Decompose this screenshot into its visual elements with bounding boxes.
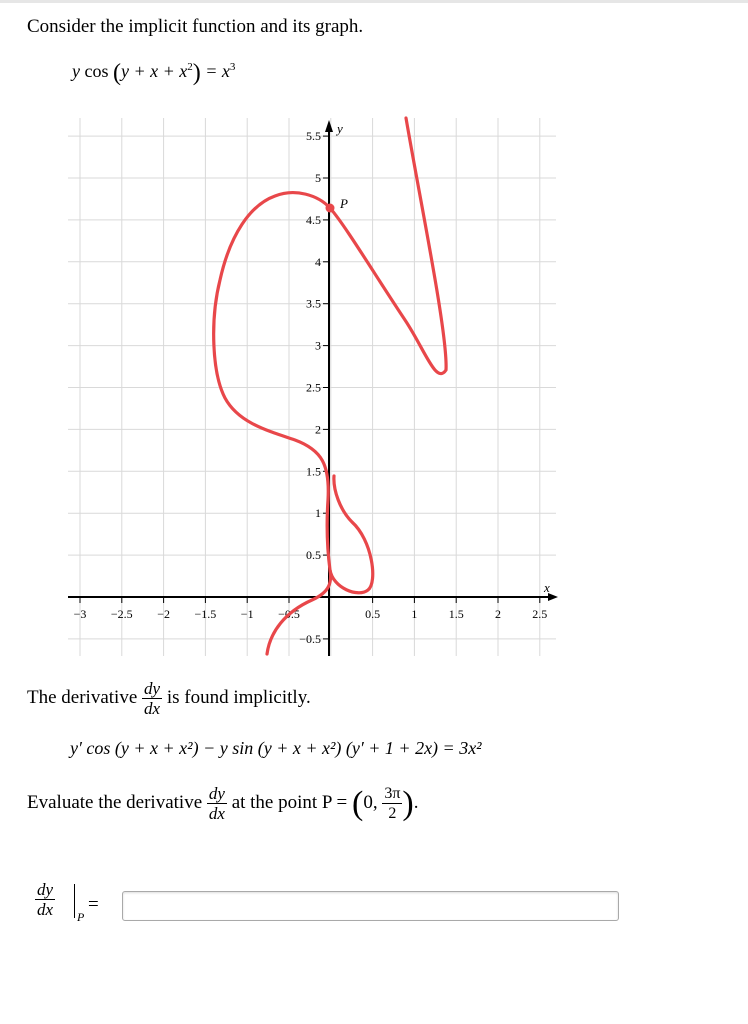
implicit-derivative-equation: y′ cos (y + x + x²) − y sin (y + x + x²) (y′ + 1 + 2x) = 3x² [70, 738, 482, 758]
eq-arg: y + x + x [121, 61, 188, 81]
y-tick-label: 5.5 [306, 129, 321, 144]
y-axis-arrow [325, 120, 333, 132]
y-tick-label: 1 [315, 506, 321, 521]
y-tick-label: 4.5 [306, 212, 321, 227]
evaluation-subscript: P [77, 910, 85, 924]
answer-frac [35, 880, 55, 919]
point-rparen: ) [402, 784, 414, 822]
eq-lparen: ( [113, 60, 121, 86]
answer-frac-den: dx [37, 900, 54, 919]
x-tick-label: 2.5 [532, 607, 548, 621]
x-tick-label: −1 [240, 607, 254, 621]
point-lparen: ( [352, 784, 364, 822]
evaluate-statement [27, 784, 418, 823]
y-tick-label: 4 [315, 254, 321, 269]
eval-frac-den: dx [208, 804, 225, 823]
answer-input[interactable] [122, 891, 619, 921]
y-axis-label: y [337, 121, 343, 136]
x-tick-label: −3 [73, 607, 87, 621]
evaluation-bar [74, 884, 75, 918]
answer-frac-num: dy [37, 880, 54, 899]
x-tick-label: −1.5 [194, 607, 217, 621]
x-tick-label: 1 [411, 607, 418, 621]
y-tick-label: 1.5 [306, 464, 321, 479]
eq-y: y [72, 61, 80, 81]
derivative-before: The derivative [27, 686, 138, 708]
eval-frac-num: dy [208, 784, 225, 803]
y-tick-label: 3.5 [306, 296, 321, 311]
y-tick-label: 3 [315, 338, 321, 353]
x-tick-label: −0.5 [278, 607, 300, 621]
x-axis-label: x [544, 580, 550, 595]
y-tick-label: 5 [315, 171, 321, 185]
evaluate-fraction [207, 784, 227, 823]
x-tick-label: −2 [157, 607, 170, 621]
y-tick-label: 0.5 [306, 548, 321, 563]
curve-lower-lobe [330, 476, 373, 593]
answer-fraction [35, 880, 55, 919]
y-tick-label: −0.5 [299, 631, 321, 646]
point-y-fraction [382, 784, 402, 823]
derivative-after: is found implicitly. [166, 686, 311, 708]
eq-square: 2 [187, 61, 193, 73]
derivative-statement [27, 679, 311, 718]
point-zero: 0, [363, 791, 378, 813]
x-tick-label: 1.5 [448, 607, 464, 621]
eq-cos: cos [84, 61, 109, 81]
frac-num: dy [144, 679, 161, 698]
point-p-label: P [340, 196, 348, 211]
evaluate-before: Evaluate the derivative [27, 791, 203, 813]
x-tick-label: 0.5 [365, 607, 381, 621]
point-frac-den: 2 [388, 805, 397, 822]
eq-rparen: ) [192, 60, 201, 86]
problem-prompt: Consider the implicit function and its graph. [27, 16, 364, 37]
answer-equals: = [88, 894, 99, 915]
eq-rhs: = x [205, 61, 230, 81]
frac-den: dx [144, 699, 161, 718]
point-p-marker [326, 204, 335, 213]
eq-cube: 3 [229, 61, 236, 73]
point-frac-num: 3π [384, 785, 401, 802]
x-tick-label: −2.5 [110, 607, 133, 621]
evaluate-mid: at the point P = [231, 791, 348, 813]
x-tick-label: 2 [495, 607, 501, 621]
derivative-fraction [142, 679, 162, 718]
evaluate-end: . [413, 791, 419, 813]
y-tick-label: 2 [315, 422, 321, 437]
y-tick-label: 2.5 [306, 380, 321, 395]
